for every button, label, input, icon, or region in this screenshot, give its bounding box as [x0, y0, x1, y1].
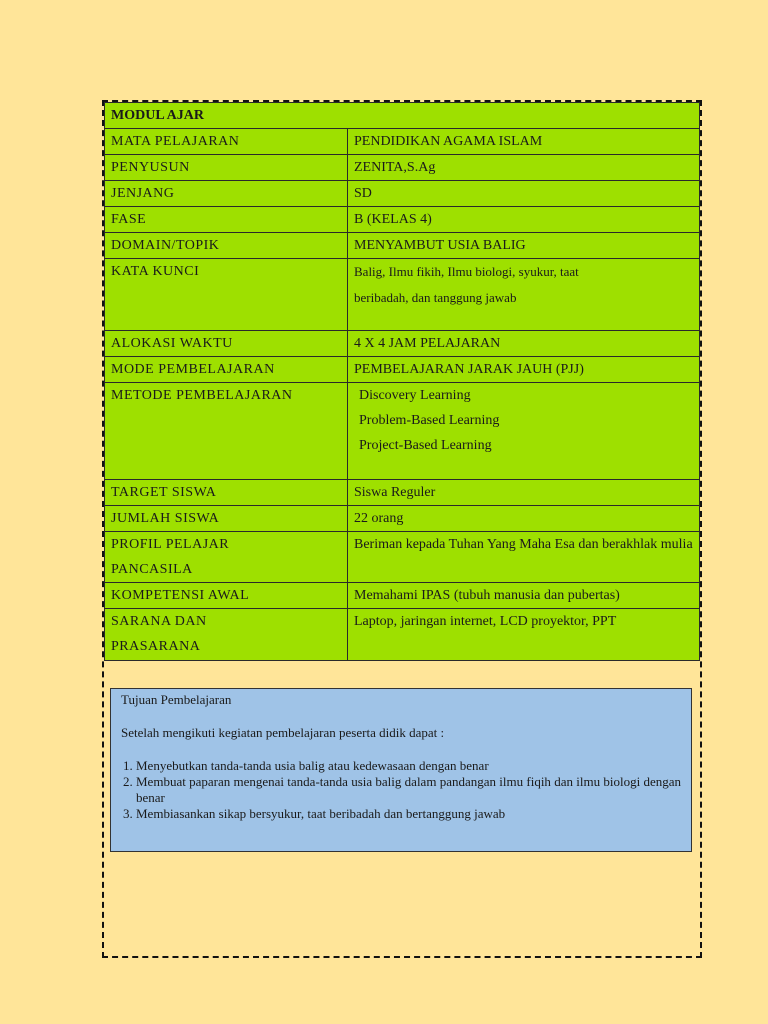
row-label-profile: PROFIL PELAJAR PANCASILA: [105, 532, 348, 583]
table-row: [105, 129, 700, 155]
module-table: [104, 102, 700, 661]
row-value-competency: Memahami IPAS (tubuh manusia dan pubertas): [348, 583, 700, 609]
method-item: Problem-Based Learning: [359, 413, 500, 428]
row-value-phase: B (KELAS 4): [348, 207, 700, 233]
list-item: 2. Membuat paparan mengenai tanda-tanda usia balig dalam pandangan ilmu fiqih dan ilmu biologi dengan benar: [136, 774, 681, 806]
row-label-level: JENJANG: [105, 181, 348, 207]
table-row: [105, 506, 700, 532]
row-label-author: PENYUSUN: [105, 155, 348, 181]
row-label-facilities: SARANA DAN PRASARANA: [105, 609, 348, 661]
row-label-mode: MODE PEMBELAJARAN: [105, 357, 348, 383]
table-row: [105, 532, 700, 583]
module-title: MODUL AJAR: [105, 103, 700, 129]
row-value-keywords: Balig, Ilmu fikih, Ilmu biologi, syukur, taat beribadah, dan tanggung jawab: [348, 259, 700, 331]
table-row: [105, 233, 700, 259]
row-value-target: Siswa Reguler: [348, 480, 700, 506]
table-row: [105, 155, 700, 181]
row-value-domain: MENYAMBUT USIA BALIG: [348, 233, 700, 259]
row-value-time: 4 X 4 JAM PELAJARAN: [348, 331, 700, 357]
table-row: [105, 259, 700, 331]
method-item: Discovery Learning: [359, 388, 471, 403]
table-row: [105, 583, 700, 609]
row-label-competency: KOMPETENSI AWAL: [105, 583, 348, 609]
row-label-count: JUMLAH SISWA: [105, 506, 348, 532]
row-label-target: TARGET SISWA: [105, 480, 348, 506]
table-row: [105, 181, 700, 207]
row-label-method: METODE PEMBELAJARAN: [105, 383, 348, 480]
row-label-phase: FASE: [105, 207, 348, 233]
learning-goals-box: [110, 688, 692, 852]
row-value-author: ZENITA,S.Ag: [348, 155, 700, 181]
row-value-facilities: Laptop, jaringan internet, LCD proyektor, PPT: [348, 609, 700, 661]
goals-list: [121, 758, 681, 822]
row-value-subject: PENDIDIKAN AGAMA ISLAM: [348, 129, 700, 155]
table-row: [105, 207, 700, 233]
row-value-profile: Beriman kepada Tuhan Yang Maha Esa dan berakhlak mulia: [348, 532, 700, 583]
row-label-subject: MATA PELAJARAN: [105, 129, 348, 155]
row-value-method: [348, 383, 700, 480]
row-value-count: 22 orang: [348, 506, 700, 532]
goals-heading: Tujuan Pembelajaran: [121, 692, 232, 707]
table-row: [105, 480, 700, 506]
row-value-level: SD: [348, 181, 700, 207]
goals-intro: Setelah mengikuti kegiatan pembelajaran peserta didik dapat :: [121, 725, 445, 740]
list-item: 3. Membiasankan sikap bersyukur, taat beribadah dan bertanggung jawab: [136, 806, 681, 822]
table-row: [105, 609, 700, 661]
table-row: [105, 331, 700, 357]
row-value-mode: PEMBELAJARAN JARAK JAUH (PJJ): [348, 357, 700, 383]
table-row: [105, 103, 700, 129]
list-item: 1. Menyebutkan tanda-tanda usia balig atau kedewasaan dengan benar: [136, 758, 681, 774]
row-label-time: ALOKASI WAKTU: [105, 331, 348, 357]
table-row: [105, 357, 700, 383]
table-row: [105, 383, 700, 480]
row-label-domain: DOMAIN/TOPIK: [105, 233, 348, 259]
row-label-keywords: KATA KUNCI: [105, 259, 348, 331]
method-item: Project-Based Learning: [359, 438, 492, 453]
